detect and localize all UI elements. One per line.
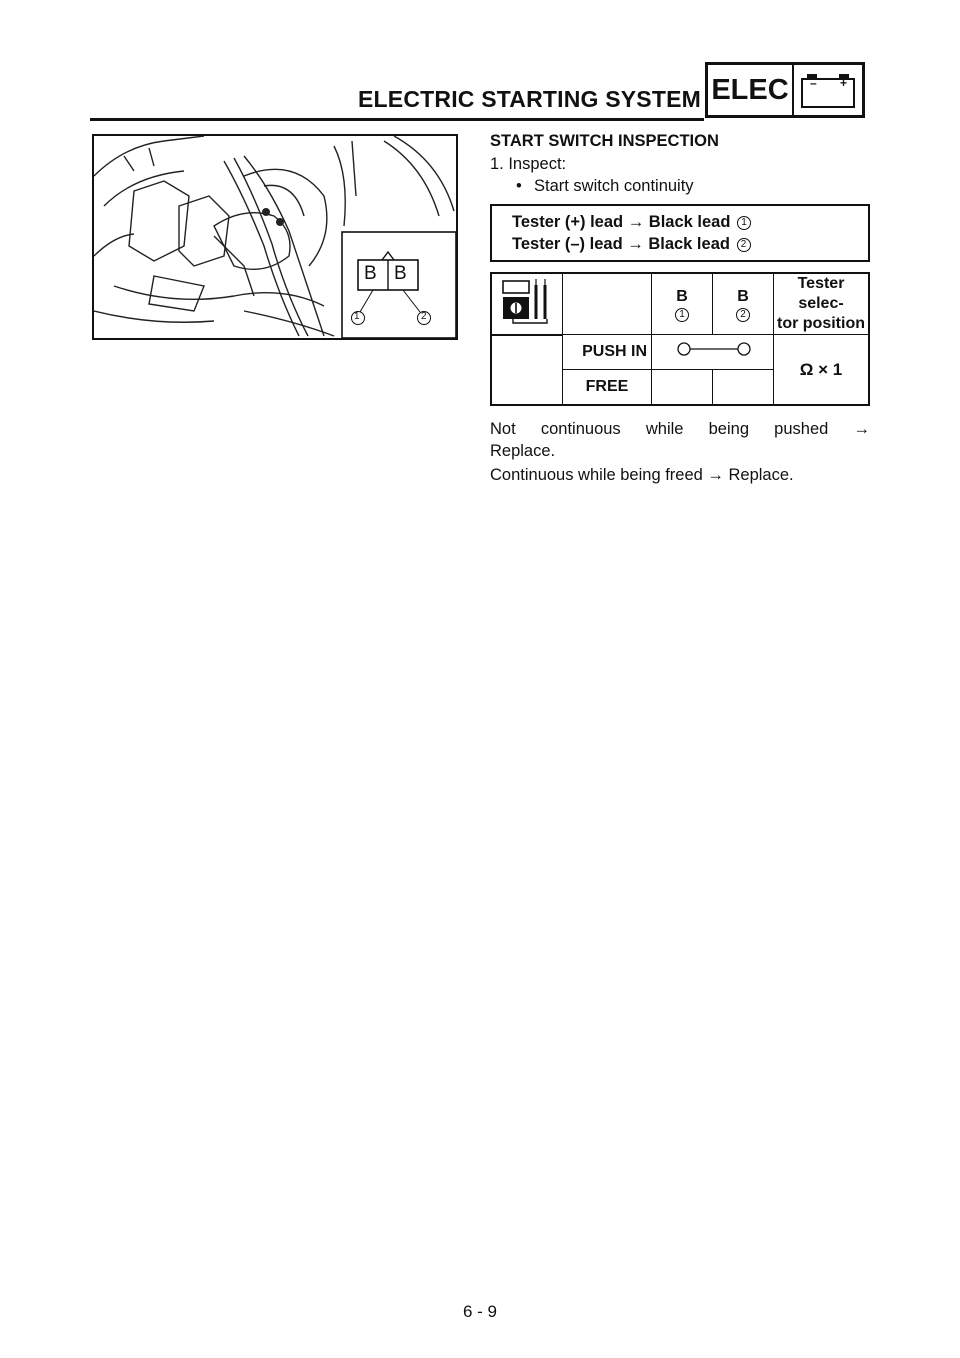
bullet-text: Start switch continuity [534,177,694,195]
table-cell-empty [713,370,774,406]
badge-text: ELEC [708,65,794,115]
spec-line-2: Tester (–) lead → Black lead 2 [512,233,858,255]
continuity-symbol [652,335,774,370]
section-heading: START SWITCH INSPECTION [490,132,719,150]
note-line-2: Continuous while being freed → Replace. [490,466,794,484]
note-line-1: Not continuous while being pushed → [490,420,870,438]
callout-2: 2 [421,311,427,322]
header-rule [90,118,704,121]
connector-label-2: B [394,263,407,284]
continuity-table [490,272,870,406]
content-column [490,128,870,486]
multimeter-icon [491,273,563,335]
battery-icon [794,65,862,115]
col-header-selector: Tester selec- tor position [774,273,870,335]
selector-value: Ω × 1 [774,335,870,406]
section-title: ELECTRIC STARTING SYSTEM [358,86,701,112]
ref-circle: 1 [737,216,751,230]
battery-minus-label: – [810,76,817,90]
table-cell-empty [652,370,713,406]
bullet-item [516,175,870,197]
table-row [491,335,869,370]
spec-box [490,204,870,262]
spec-line-1: Tester (+) lead → Black lead 1 [512,211,858,233]
battery-plus-label: + [840,76,848,90]
ref-circle: 2 [736,308,750,322]
col-header-1: B 1 [652,273,713,335]
col-header-2: B 2 [713,273,774,335]
section-badge [705,62,865,118]
callout-1: 1 [354,311,360,322]
icon-column-spacer [491,335,563,406]
ref-circle: 1 [675,308,689,322]
connector-label-1: B [364,263,377,284]
step-text: 1. Inspect: [490,155,567,173]
row-label: PUSH IN [563,335,652,370]
note-line-1b: Replace. [490,442,556,460]
row-label-header [563,273,652,335]
page-number: 6 - 9 [462,1302,498,1321]
row-label: FREE [563,370,652,406]
bullet-dot-icon: • [516,177,522,195]
start-switch-illustration [92,134,458,340]
ref-circle: 2 [737,238,751,252]
